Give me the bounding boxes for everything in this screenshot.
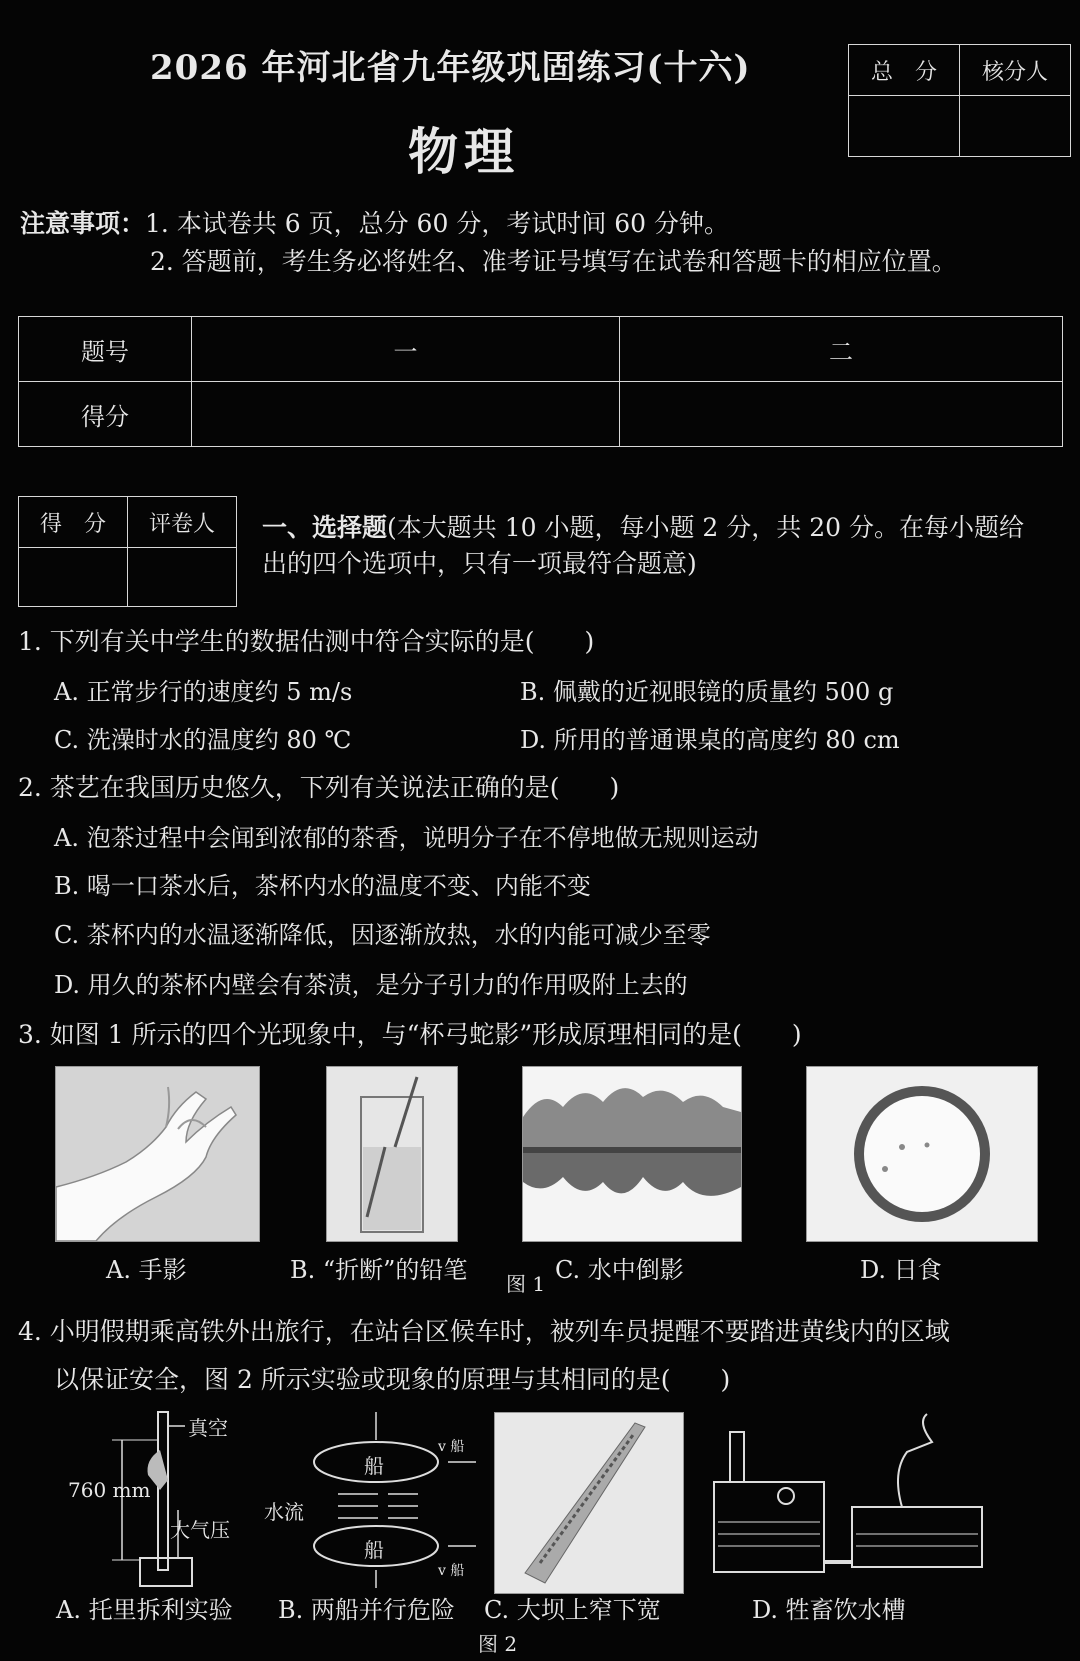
q4-caption-a: A. 托里拆利实验 bbox=[56, 1596, 233, 1624]
label-water-flow: 水流 bbox=[264, 1500, 304, 1524]
checker-label: 核分人 bbox=[960, 45, 1071, 96]
q1-option-c: C. 洗澡时水的温度约 80 ℃ bbox=[54, 726, 352, 754]
section-1-title: 一、选择题 bbox=[262, 513, 388, 542]
total-score-box bbox=[848, 44, 1071, 157]
score-part-1 bbox=[192, 382, 620, 447]
q4-stem-line-1: 4. 小明假期乘高铁外出旅行，在站台区候车时，被列车员提醒不要踏进黄线内的区域 bbox=[18, 1317, 950, 1346]
q2-option-d: D. 用久的茶杯内壁会有茶渍，是分子引力的作用吸附上去的 bbox=[54, 971, 688, 999]
figure-bent-pencil bbox=[326, 1066, 458, 1242]
label-atmospheric-pressure: 大气压 bbox=[170, 1518, 230, 1542]
figure-torricelli bbox=[60, 1410, 270, 1590]
q1-option-d: D. 所用的普通课桌的高度约 80 cm bbox=[520, 726, 900, 754]
figure-2-label: 图 2 bbox=[478, 1632, 518, 1656]
q1-option-a: A. 正常步行的速度约 5 m/s bbox=[54, 678, 353, 706]
q2-stem: 2. 茶艺在我国历史悠久，下列有关说法正确的是( ) bbox=[18, 773, 620, 802]
figure-1-label: 图 1 bbox=[506, 1272, 546, 1296]
q3-caption-b: B. “折断”的铅笔 bbox=[290, 1256, 468, 1284]
q3-caption-a: A. 手影 bbox=[106, 1256, 187, 1284]
label-velocity-bottom: v 船 bbox=[438, 1563, 465, 1579]
section-1-desc-2: 出的四个选项中，只有一项最符合题意) bbox=[262, 549, 697, 578]
q4-caption-b: B. 两船并行危险 bbox=[278, 1596, 455, 1624]
figure-hand-shadow bbox=[55, 1066, 260, 1242]
grader-name-cell bbox=[128, 548, 237, 607]
q1-option-b: B. 佩戴的近视眼镜的质量约 500 g bbox=[520, 678, 894, 706]
col-part-2: 二 bbox=[620, 317, 1063, 382]
q2-option-c: C. 茶杯内的水温逐渐降低，因逐渐放热，水的内能可减少至零 bbox=[54, 921, 711, 949]
q4-stem-line-2: 以保证安全，图 2 所示实验或现象的原理与其相同的是( ) bbox=[54, 1365, 731, 1394]
notice-item-2: 2. 答题前，考生务必将姓名、准考证号填写在试卷和答题卡的相应位置。 bbox=[150, 247, 957, 276]
grader-box bbox=[18, 496, 237, 607]
figure-dam bbox=[494, 1412, 684, 1594]
q1-stem: 1. 下列有关中学生的数据估测中符合实际的是( ) bbox=[18, 627, 595, 656]
q3-caption-c: C. 水中倒影 bbox=[555, 1256, 684, 1284]
notice-block bbox=[20, 205, 957, 281]
label-boat-bottom: 船 bbox=[364, 1538, 384, 1562]
exam-title: 2026 年河北省九年级巩固练习(十六) bbox=[150, 48, 751, 88]
label-760mm: 760 mm bbox=[68, 1478, 151, 1502]
row-label-question-no: 题号 bbox=[19, 317, 192, 382]
row-label-score: 得分 bbox=[19, 382, 192, 447]
figure-water-reflection bbox=[522, 1066, 742, 1242]
figure-livestock-trough bbox=[702, 1412, 992, 1592]
col-part-1: 一 bbox=[192, 317, 620, 382]
grader-score-label: 得 分 bbox=[19, 497, 128, 548]
score-part-2 bbox=[620, 382, 1063, 447]
figure-solar-eclipse bbox=[806, 1066, 1038, 1242]
grader-name-label: 评卷人 bbox=[128, 497, 237, 548]
q2-option-b: B. 喝一口茶水后，茶杯内水的温度不变、内能不变 bbox=[54, 872, 591, 900]
q4-caption-d: D. 牲畜饮水槽 bbox=[752, 1596, 906, 1624]
notice-label: 注意事项： bbox=[20, 209, 146, 238]
figure-two-boats bbox=[264, 1410, 480, 1590]
section-1-header bbox=[262, 510, 1062, 582]
subject-title: 物理 bbox=[408, 122, 520, 181]
total-score-cell bbox=[849, 96, 960, 157]
section-1-desc-1: (本大题共 10 小题，每小题 2 分，共 20 分。在每小题给 bbox=[387, 513, 1024, 542]
label-velocity-top: v 船 bbox=[438, 1439, 465, 1455]
checker-cell bbox=[960, 96, 1071, 157]
q4-caption-c: C. 大坝上窄下宽 bbox=[484, 1596, 661, 1624]
label-boat-top: 船 bbox=[364, 1454, 384, 1478]
label-vacuum: 真空 bbox=[188, 1416, 228, 1440]
notice-item-1: 1. 本试卷共 6 页，总分 60 分，考试时间 60 分钟。 bbox=[145, 209, 730, 238]
total-score-label: 总 分 bbox=[849, 45, 960, 96]
question-score-table bbox=[18, 316, 1063, 447]
q2-option-a: A. 泡茶过程中会闻到浓郁的茶香，说明分子在不停地做无规则运动 bbox=[54, 824, 759, 852]
q3-caption-d: D. 日食 bbox=[860, 1256, 942, 1284]
grader-score-cell bbox=[19, 548, 128, 607]
q3-stem: 3. 如图 1 所示的四个光现象中，与“杯弓蛇影”形成原理相同的是( ) bbox=[18, 1020, 802, 1049]
